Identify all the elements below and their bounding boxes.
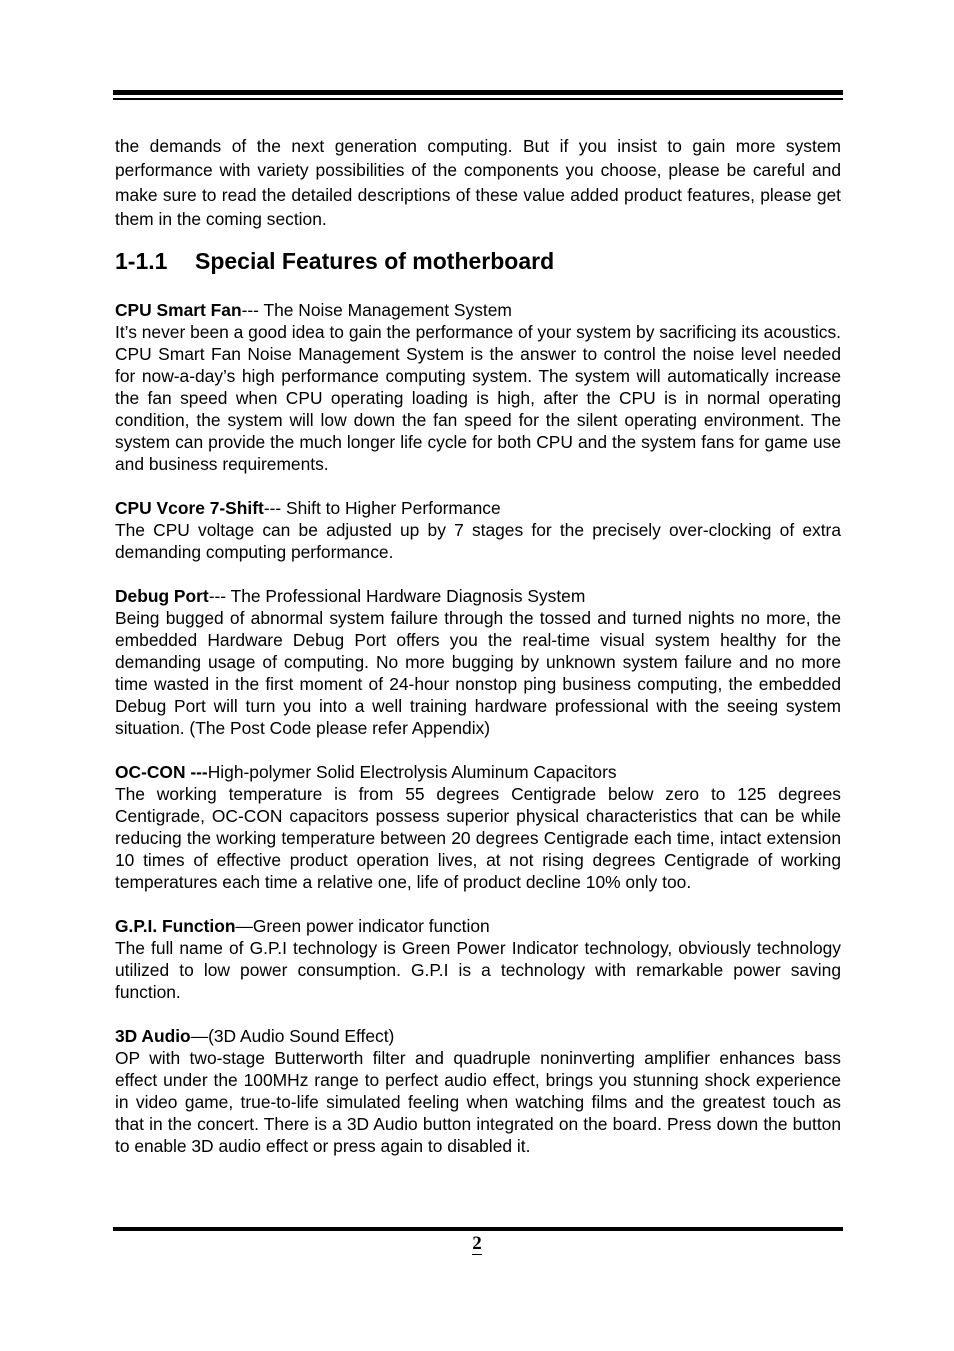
- feature-name: CPU Smart Fan: [115, 300, 242, 321]
- feature-name: CPU Vcore 7-Shift: [115, 498, 264, 519]
- feature-3d-audio: [115, 1025, 841, 1157]
- feature-debug-port: [115, 585, 841, 739]
- feature-cpu-vcore: [115, 497, 841, 563]
- feature-gpi: [115, 915, 841, 1003]
- feature-subtitle: —(3D Audio Sound Effect): [190, 1026, 395, 1047]
- feature-body: OP with two-stage Butterworth filter and quadruple noninverting amplifier enhances bass effect under the 100MHz range to perfect audio effect, brings you stunning shock experience in video game, true-to-life simulated feeling when watching films and the greatest touch as that in the concert. There is a 3D Audio button integrated on the board. Press down the button to enable 3D audio effect or press again to disabled it.: [115, 1048, 841, 1157]
- page-content: [115, 134, 841, 1157]
- feature-title: [115, 761, 841, 783]
- section-heading-title: Special Features of motherboard: [195, 248, 555, 275]
- feature-title: [115, 299, 841, 321]
- feature-cpu-smart-fan: [115, 299, 841, 475]
- page-number: [0, 1233, 954, 1255]
- feature-title: [115, 497, 841, 519]
- feature-body: The CPU voltage can be adjusted up by 7 stages for the precisely over-clocking of extra demanding computing performance.: [115, 520, 841, 563]
- footer-rule: [113, 1227, 843, 1231]
- header-rule-thin: [113, 98, 843, 100]
- section-heading: [115, 247, 841, 275]
- feature-name: Debug Port: [115, 586, 209, 607]
- feature-subtitle: —Green power indicator function: [235, 916, 490, 937]
- feature-subtitle: High-polymer Solid Electrolysis Aluminum Capacitors: [207, 762, 617, 783]
- feature-subtitle: --- The Professional Hardware Diagnosis System: [208, 586, 586, 607]
- feature-name: G.P.I. Function: [115, 916, 236, 937]
- feature-name: OC-CON ---: [115, 762, 208, 783]
- intro-paragraph: the demands of the next generation computing. But if you insist to gain more system performance with variety possibilities of the components you choose, please be careful and make sure to read the detailed descriptions of these value added product features, please get them in the coming section.: [115, 136, 841, 229]
- feature-subtitle: --- The Noise Management System: [241, 300, 512, 321]
- feature-name: 3D Audio: [115, 1026, 191, 1047]
- section-heading-number: 1-1.1: [115, 248, 168, 275]
- feature-body: The full name of G.P.I technology is Green Power Indicator technology, obviously technology utilized to low power consumption. G.P.I is a technology with remarkable power saving function.: [115, 938, 841, 1003]
- feature-oc-con: [115, 761, 841, 893]
- page-number-text: 2: [472, 1233, 482, 1254]
- feature-title: [115, 585, 841, 607]
- header-rule-thick: [113, 90, 843, 95]
- feature-body: It’s never been a good idea to gain the performance of your system by sacrificing its acoustics. CPU Smart Fan Noise Management System is the answer to control the noise level needed for now-a-day’s high performance computing system. The system will automatically increase the fan speed when CPU operating loading is high, after the CPU is in normal operating condition, the system will low down the fan speed for the silent operating environment. The system can provide the much longer life cycle for both CPU and the system fans for game use and business requirements.: [115, 322, 841, 475]
- feature-body: Being bugged of abnormal system failure through the tossed and turned nights no more, the embedded Hardware Debug Port offers you the real-time visual system healthy for the demanding usage of computing. No more bugging by unknown system failure and no more time wasted in the first moment of 24-hour nonstop ping business computing, the embedded Debug Port will turn you into a well training hardware professional with the seeing system situation. (The Post Code please refer Appendix): [115, 608, 841, 739]
- feature-subtitle: --- Shift to Higher Performance: [263, 498, 501, 519]
- feature-body: The working temperature is from 55 degrees Centigrade below zero to 125 degrees Centigrade, OC-CON capacitors possess superior physical characteristics that can be while reducing the working temperature between 20 degrees Centigrade each time, intact extension 10 times of effective product operation lives, at not rising degrees Centigrade of working temperatures each time a relative one, life of product decline 10% only too.: [115, 784, 841, 893]
- feature-title: [115, 915, 841, 937]
- feature-title: [115, 1025, 841, 1047]
